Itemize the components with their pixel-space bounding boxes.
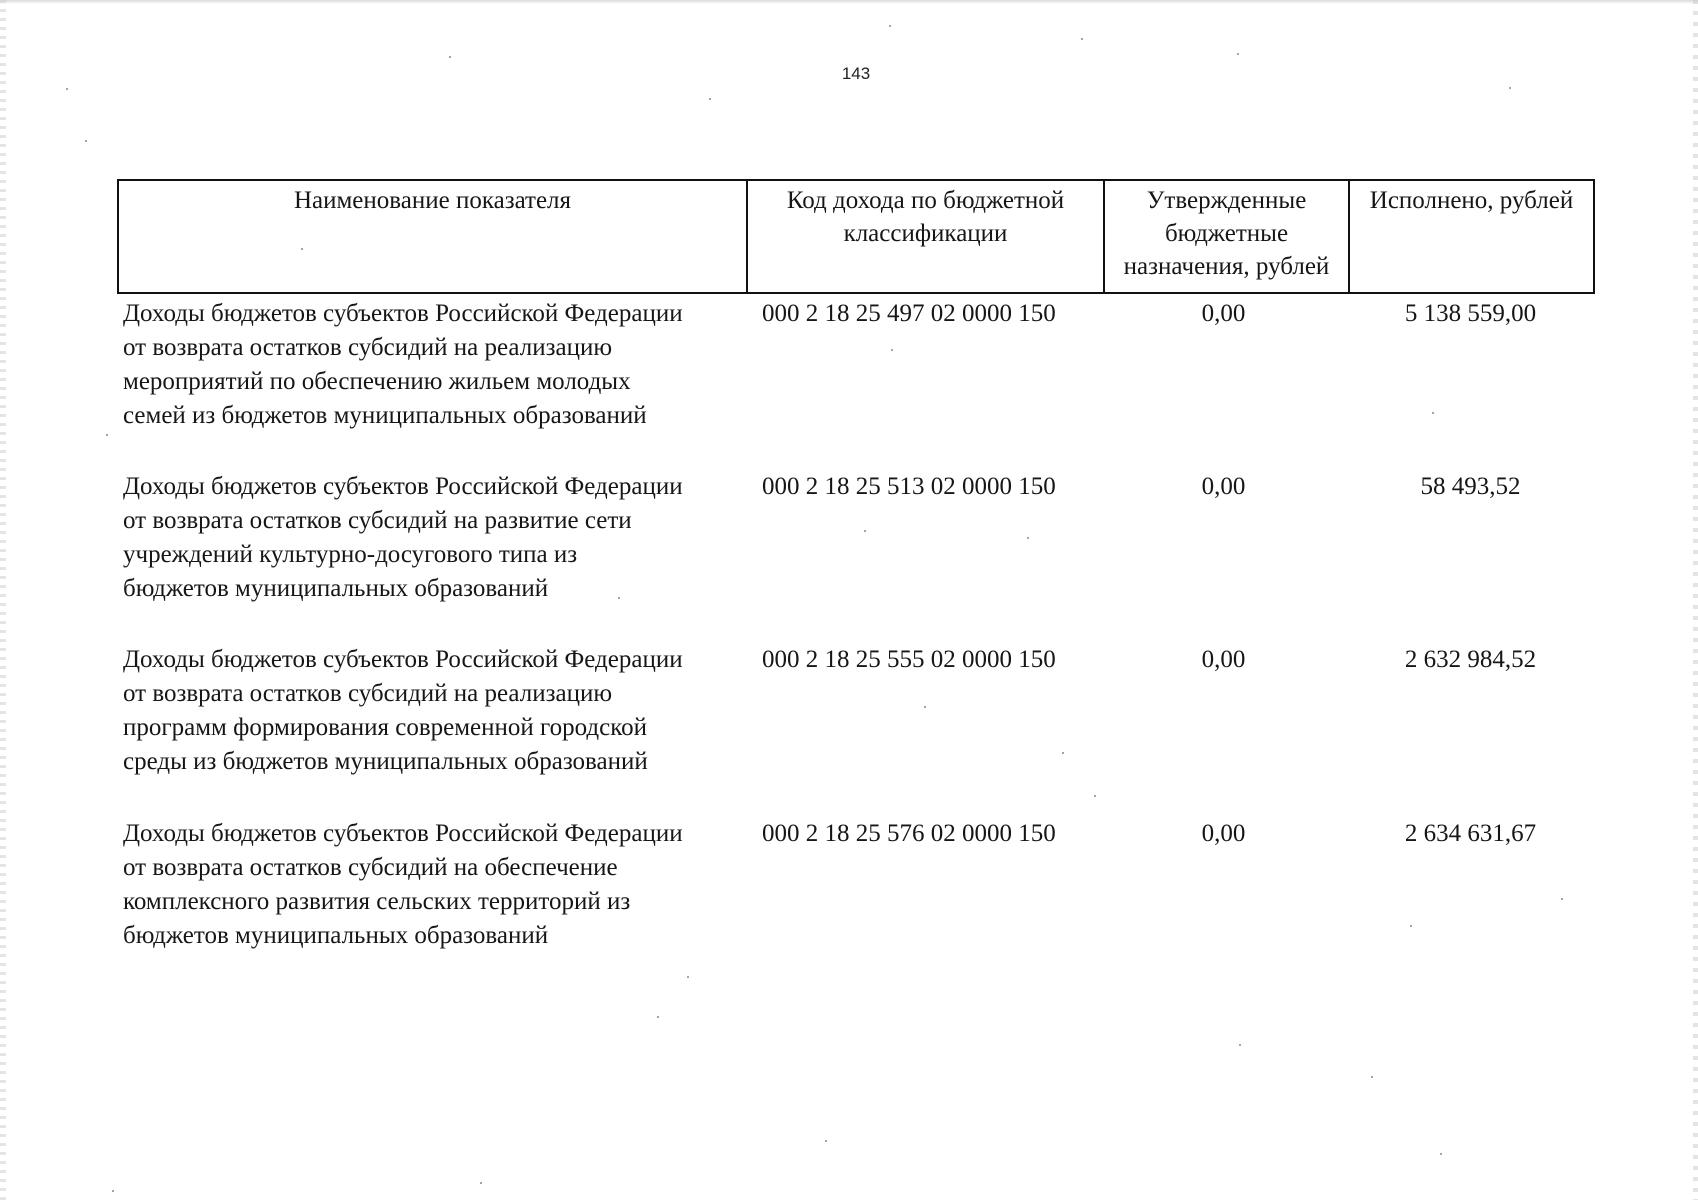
table-row: [0, 470, 1698, 610]
scan-speck: [889, 25, 891, 27]
row-executed: 58 493,52: [1420, 473, 1521, 500]
scan-speck: [825, 1140, 827, 1142]
row-name: Доходы бюджетов субъектов Российской Федерации от возврата остатков субсидий на обеспечение комплексного развития сельских территорий из бюджетов муниципальных образований: [123, 820, 683, 949]
scan-speck: [864, 530, 866, 532]
header-income-code-text: Код дохода по бюджетной классификации: [786, 187, 1065, 247]
header-executed-text: Исполнено, рублей: [1369, 187, 1574, 214]
scan-speck: [1410, 925, 1412, 927]
scan-speck: [1094, 795, 1096, 797]
row-code: 000 2 18 25 513 02 0000 150: [762, 473, 1056, 500]
scan-speck: [449, 56, 451, 58]
row-executed: 2 632 984,52: [1404, 646, 1537, 673]
scan-speck: [618, 597, 620, 599]
scan-speck: [924, 706, 926, 708]
page-number: 143: [841, 64, 871, 83]
scan-speck: [106, 434, 108, 436]
row-approved: 0,00: [1201, 300, 1246, 327]
scan-speck: [301, 248, 303, 250]
row-approved: 0,00: [1201, 820, 1246, 847]
scan-speck: [1027, 537, 1029, 539]
table-row: [0, 297, 1698, 437]
row-approved: 0,00: [1201, 646, 1246, 673]
scan-speck: [112, 1190, 114, 1192]
row-code: 000 2 18 25 497 02 0000 150: [762, 300, 1056, 327]
header-indicator-name-text: Наименование показателя: [293, 187, 572, 214]
header-approved-budget-text: Утвержденные бюджетные назначения, рублей: [1123, 187, 1330, 280]
scan-speck: [480, 1182, 482, 1184]
scan-speck: [1432, 412, 1434, 414]
scan-speck: [85, 140, 87, 142]
scan-speck: [1237, 53, 1239, 55]
row-name: Доходы бюджетов субъектов Российской Федерации от возврата остатков субсидий на развитие сети учреждений культурно-досугового типа из бюджетов муниципальных образований: [123, 473, 683, 602]
row-code: 000 2 18 25 576 02 0000 150: [762, 820, 1056, 847]
scan-speck: [1239, 1044, 1241, 1046]
scan-speck: [1440, 1153, 1442, 1155]
scan-speck: [1062, 752, 1064, 754]
scan-speck: [709, 98, 711, 100]
scan-speck: [66, 88, 68, 90]
scan-speck: [891, 349, 893, 351]
row-name: Доходы бюджетов субъектов Российской Федерации от возврата остатков субсидий на реализацию мероприятий по обеспечению жильем молодых семей из бюджетов муниципальных образований: [123, 300, 683, 429]
row-code: 000 2 18 25 555 02 0000 150: [762, 646, 1056, 673]
scan-speck: [1509, 87, 1511, 89]
scan-speck: [657, 1016, 659, 1018]
scan-speck: [1371, 1076, 1373, 1078]
row-executed: 2 634 631,67: [1404, 820, 1537, 847]
row-name: Доходы бюджетов субъектов Российской Федерации от возврата остатков субсидий на реализацию программ формирования современной городской среды из бюджетов муниципальных образований: [123, 646, 683, 775]
scan-speck: [1561, 898, 1563, 900]
row-approved: 0,00: [1201, 473, 1246, 500]
row-executed: 5 138 559,00: [1404, 300, 1537, 327]
scan-speck: [687, 976, 689, 978]
table-row: [0, 643, 1698, 783]
table-row: [0, 817, 1698, 957]
scan-speck: [1081, 38, 1083, 40]
